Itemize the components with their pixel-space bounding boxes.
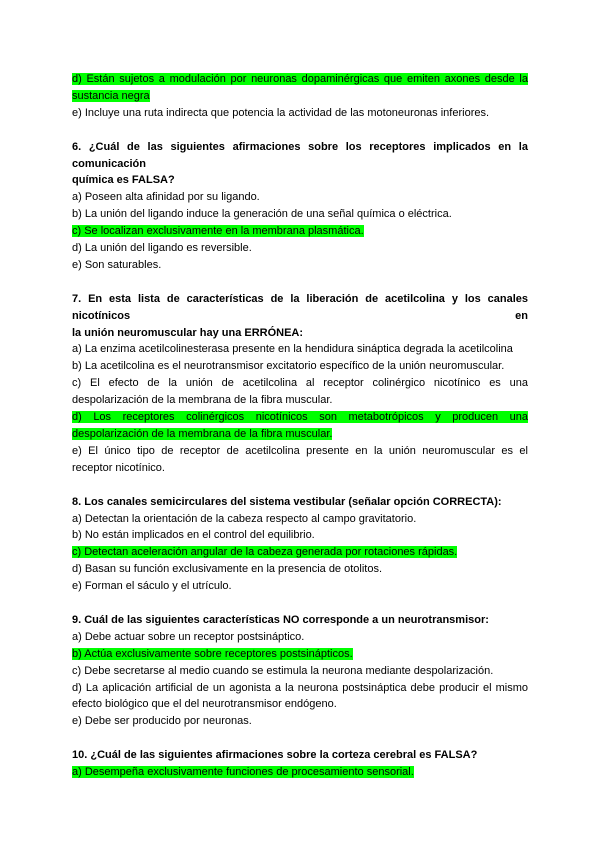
line-text: a) La enzima acetilcolinesterasa presente en la hendidura sináptica degrada la acetilcolina [72,343,513,356]
line-text: e) Forman el sáculo y el utrículo. [72,580,232,593]
answer-option-line [72,240,528,257]
highlighted-answer-text: sustancia negra [72,89,150,102]
line-text: c) Debe secretarse al medio cuando se estimula la neurona mediante despolarización. [72,664,494,677]
answer-option-line [72,105,528,122]
answer-option-line [72,646,528,663]
line-text: b) No están implicados en el control del equilibrio. [72,529,315,542]
highlighted-answer-text: b) Actúa exclusivamente sobre receptores postsinápticos. [72,647,353,660]
answer-option-line [72,426,528,443]
answer-option-line [72,189,528,206]
highlighted-answer-text: a) Desempeña exclusivamente funciones de procesamiento sensorial. [72,766,414,779]
line-text: c) El efecto de la unión de acetilcolina al receptor colinérgico nicotínico es una [72,377,528,390]
answer-option-line [72,527,528,544]
answer-option-line [72,392,528,409]
paragraph-gap [72,274,528,291]
line-text: e) Incluye una ruta indirecta que potencia la actividad de las motoneuronas inferiores. [72,106,490,119]
question-text-line [72,494,528,511]
line-text: efecto biológico que el del neurotransmisor endógeno. [72,698,337,711]
answer-option-line [72,663,528,680]
answer-option-line [72,375,528,392]
paragraph-gap [72,477,528,494]
answer-option-line [72,257,528,274]
answer-option-line [72,358,528,375]
line-text: receptor nicotínico. [72,461,165,474]
line-text: 9. Cuál de las siguientes características NO corresponde a un neurotransmisor: [72,613,489,626]
answer-option-line [72,511,528,528]
highlighted-answer-text: d) Están sujetos a modulación por neuronas dopaminérgicas que emiten axones desde la [72,73,528,85]
paragraph-gap [72,122,528,139]
line-text: b) La unión del ligando induce la generación de una señal química o eléctrica. [72,208,452,221]
answer-option-line [72,680,528,697]
line-text: d) Basan su función exclusivamente en la presencia de otolitos. [72,563,383,576]
line-text: 6. ¿Cuál de las siguientes afirmaciones sobre los receptores implicados en la comunicación [72,140,528,170]
line-text: la unión neuromuscular hay una ERRÓNEA: [72,326,304,339]
highlighted-answer-text: c) Detectan aceleración angular de la cabeza generada por rotaciones rápidas. [72,546,458,559]
answer-option-line [72,460,528,477]
paragraph-gap [72,730,528,747]
highlighted-answer-text: despolarización de la membrana de la fibra muscular. [72,428,333,440]
answer-option-line [72,88,528,105]
paragraph-gap [72,595,528,612]
answer-option-line [72,409,528,426]
line-text: b) La acetilcolina es el neurotransmisor excitatorio específico de la unión neuromuscular. [72,360,505,373]
answer-option-line [72,764,528,781]
question-text-line [72,172,528,189]
answer-option-line [72,443,528,460]
answer-option-line [72,629,528,646]
line-text: e) Debe ser producido por neuronas. [72,715,252,728]
answer-option-line [72,578,528,595]
line-text: 7. En esta lista de características de la liberación de acetilcolina y los canales nicotínicos en [72,292,528,322]
line-text: a) Debe actuar sobre un receptor postsináptico. [72,630,305,643]
answer-option-line [72,713,528,730]
line-text: química es FALSA? [72,174,175,187]
document-content [72,71,528,781]
line-text: 10. ¿Cuál de las siguientes afirmaciones sobre la corteza cerebral es FALSA? [72,749,478,762]
line-text: e) El único tipo de receptor de acetilcolina presente en la unión neuromuscular es el [72,444,528,457]
question-text-line [72,325,528,342]
question-text-line [72,612,528,629]
answer-option-line [72,206,528,223]
question-text-line [72,291,528,325]
line-text: a) Poseen alta afinidad por su ligando. [72,191,260,204]
question-text-line [72,747,528,764]
answer-option-line [72,561,528,578]
line-text: e) Son saturables. [72,258,162,271]
question-text-line [72,139,528,173]
answer-option-line [72,696,528,713]
answer-option-line [72,71,528,88]
line-text: d) La aplicación artificial de un agonista a la neurona postsináptica debe producir el mismo [72,681,528,694]
answer-option-line [72,341,528,358]
answer-option-line [72,223,528,240]
line-text: 8. Los canales semicirculares del sistema vestibular (señalar opción CORRECTA): [72,495,502,508]
line-text: d) La unión del ligando es reversible. [72,242,252,255]
line-text: despolarización de la membrana de la fibra muscular. [72,394,333,407]
highlighted-answer-text: c) Se localizan exclusivamente en la membrana plasmática. [72,225,364,238]
highlighted-answer-text: d) Los receptores colinérgicos nicotínicos son metabotrópicos y producen una [72,411,528,424]
line-text: a) Detectan la orientación de la cabeza respecto al campo gravitatorio. [72,512,417,525]
answer-option-line [72,544,528,561]
